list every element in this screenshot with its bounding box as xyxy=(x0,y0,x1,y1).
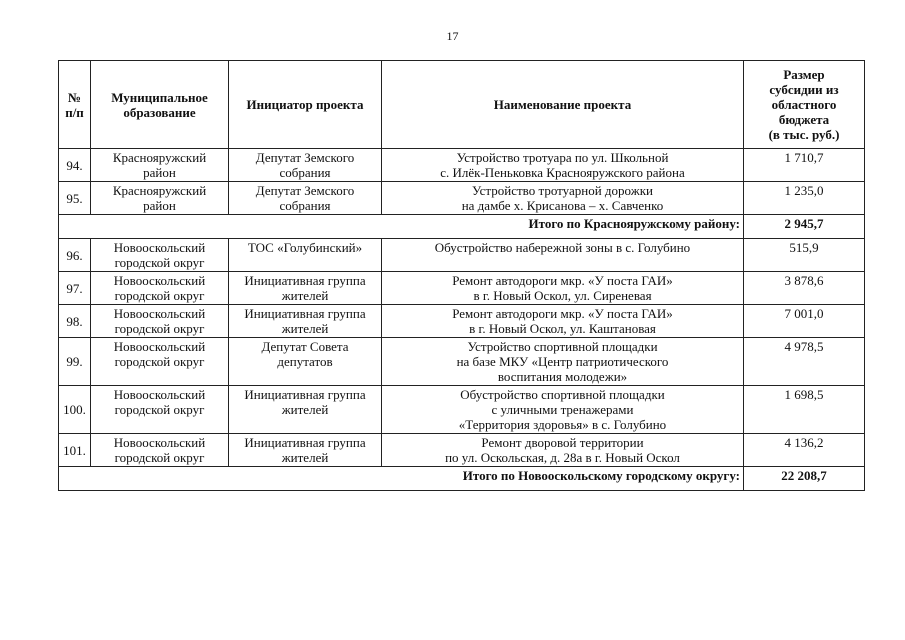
cell-municipality-line: Краснояружский xyxy=(112,150,207,165)
cell-municipality-line: городской округ xyxy=(114,255,205,270)
cell-project-line: воспитания молодежи» xyxy=(497,369,628,384)
header-project: Наименование проекта xyxy=(382,61,744,149)
cell-municipality xyxy=(91,386,229,434)
cell-project-line: в г. Новый Оскол, ул. Каштановая xyxy=(469,321,656,336)
header-municipality: Муниципальное образование xyxy=(91,61,229,149)
subtotal-value: 22 208,7 xyxy=(744,467,865,491)
cell-project xyxy=(382,239,744,272)
krasnoyaruzhsky-rows xyxy=(59,149,865,215)
cell-project-line: «Территория здоровья» в с. Голубино xyxy=(458,417,667,432)
cell-municipality-line: городской округ xyxy=(114,354,205,369)
cell-project xyxy=(382,305,744,338)
cell-project-line: с. Илёк-Пеньковка Краснояружского района xyxy=(440,165,685,180)
cell-project-line: на дамбе х. Крисанова – х. Савченко xyxy=(461,198,664,213)
cell-municipality xyxy=(91,239,229,272)
cell-initiator-line: жителей xyxy=(281,402,329,417)
row-number: 98. xyxy=(59,305,91,338)
subtotal-value: 2 945,7 xyxy=(744,215,865,239)
cell-initiator-line: Депутат Земского xyxy=(255,183,355,198)
table-row xyxy=(59,386,865,434)
cell-initiator-line: Депутат Земского xyxy=(255,150,355,165)
cell-initiator xyxy=(229,149,382,182)
cell-project-line: по ул. Оскольская, д. 28а в г. Новый Оскол xyxy=(445,450,680,465)
cell-municipality xyxy=(91,272,229,305)
cell-municipality xyxy=(91,182,229,215)
cell-initiator xyxy=(229,338,382,386)
cell-municipality-line: Новооскольский xyxy=(113,240,206,255)
table-row xyxy=(59,272,865,305)
cell-initiator-line: Депутат Совета xyxy=(261,339,349,354)
cell-initiator-line: жителей xyxy=(281,288,329,303)
table-row xyxy=(59,434,865,467)
cell-municipality-line: городской округ xyxy=(114,402,205,417)
table-row xyxy=(59,182,865,215)
cell-project xyxy=(382,434,744,467)
cell-project-line: в г. Новый Оскол, ул. Сиреневая xyxy=(473,288,652,303)
table-row xyxy=(59,305,865,338)
cell-project-line: Устройство тротуарной дорожки xyxy=(472,183,653,198)
cell-municipality-line: Новооскольский xyxy=(113,387,206,402)
cell-amount: 7 001,0 xyxy=(744,305,865,338)
subtotal-label: Итого по Новооскольскому городскому округу: xyxy=(59,467,744,491)
cell-initiator-line: Инициативная группа xyxy=(244,435,366,450)
cell-initiator xyxy=(229,272,382,305)
cell-project-line: Обустройство спортивной площадки xyxy=(460,387,665,402)
row-number: 99. xyxy=(59,338,91,386)
cell-project-line: Ремонт дворовой территории xyxy=(481,435,644,450)
header-initiator: Инициатор проекта xyxy=(229,61,382,149)
cell-project xyxy=(382,182,744,215)
cell-project xyxy=(382,338,744,386)
row-number: 97. xyxy=(59,272,91,305)
table-row xyxy=(59,149,865,182)
cell-initiator-line: Инициативная группа xyxy=(244,273,366,288)
cell-project xyxy=(382,386,744,434)
header-amount: Размер субсидии из областного бюджета (в тыс. руб.) xyxy=(744,61,865,149)
cell-initiator-line: депутатов xyxy=(277,354,333,369)
row-number: 101. xyxy=(59,434,91,467)
cell-project xyxy=(382,149,744,182)
cell-project-line: на базе МКУ «Центр патриотического xyxy=(456,354,669,369)
novooskolsky-total xyxy=(59,467,865,491)
table-row xyxy=(59,239,865,272)
cell-project-line: Ремонт автодороги мкр. «У поста ГАИ» xyxy=(452,306,673,321)
cell-amount: 515,9 xyxy=(744,239,865,272)
header-num: № п/п xyxy=(59,61,91,149)
cell-initiator-line: ТОС «Голубинский» xyxy=(247,240,363,255)
cell-amount: 1 698,5 xyxy=(744,386,865,434)
cell-amount: 3 878,6 xyxy=(744,272,865,305)
cell-initiator xyxy=(229,239,382,272)
cell-initiator-line: жителей xyxy=(281,450,329,465)
cell-municipality-line: Новооскольский xyxy=(113,339,206,354)
cell-initiator-line: собрания xyxy=(279,198,331,213)
cell-initiator-line: собрания xyxy=(279,165,331,180)
cell-initiator xyxy=(229,305,382,338)
cell-municipality-line: Новооскольский xyxy=(113,435,206,450)
cell-municipality-line: район xyxy=(143,198,176,213)
cell-project xyxy=(382,272,744,305)
cell-initiator xyxy=(229,434,382,467)
cell-amount: 1 710,7 xyxy=(744,149,865,182)
subtotal-row xyxy=(59,467,865,491)
cell-municipality-line: городской округ xyxy=(114,321,205,336)
cell-initiator xyxy=(229,386,382,434)
cell-amount: 4 136,2 xyxy=(744,434,865,467)
cell-municipality-line: Новооскольский xyxy=(113,306,206,321)
cell-municipality xyxy=(91,305,229,338)
cell-project-line: Ремонт автодороги мкр. «У поста ГАИ» xyxy=(452,273,673,288)
cell-amount: 4 978,5 xyxy=(744,338,865,386)
cell-municipality-line: городской округ xyxy=(114,450,205,465)
subsidy-table xyxy=(58,60,865,491)
row-number: 95. xyxy=(59,182,91,215)
cell-amount: 1 235,0 xyxy=(744,182,865,215)
cell-municipality xyxy=(91,434,229,467)
cell-municipality-line: городской округ xyxy=(114,288,205,303)
page-number: 17 xyxy=(446,29,459,43)
subtotal-row xyxy=(59,215,865,239)
header-row xyxy=(59,61,865,149)
novooskolsky-rows xyxy=(59,239,865,467)
subtotal-label: Итого по Краснояружскому району: xyxy=(59,215,744,239)
cell-municipality-line: район xyxy=(143,165,176,180)
cell-initiator xyxy=(229,182,382,215)
cell-project-line: Устройство спортивной площадки xyxy=(467,339,658,354)
cell-municipality-line: Краснояружский xyxy=(112,183,207,198)
krasnoyaruzhsky-total xyxy=(59,215,865,239)
cell-project-line: Обустройство набережной зоны в с. Голубино xyxy=(434,240,691,255)
cell-municipality xyxy=(91,149,229,182)
cell-initiator-line: Инициативная группа xyxy=(244,387,366,402)
cell-municipality xyxy=(91,338,229,386)
cell-project-line: с уличными тренажерами xyxy=(491,402,634,417)
table-row xyxy=(59,338,865,386)
cell-project-line: Устройство тротуара по ул. Школьной xyxy=(456,150,669,165)
row-number: 96. xyxy=(59,239,91,272)
cell-initiator-line: жителей xyxy=(281,321,329,336)
cell-initiator-line: Инициативная группа xyxy=(244,306,366,321)
row-number: 94. xyxy=(59,149,91,182)
row-number: 100. xyxy=(59,386,91,434)
cell-municipality-line: Новооскольский xyxy=(113,273,206,288)
